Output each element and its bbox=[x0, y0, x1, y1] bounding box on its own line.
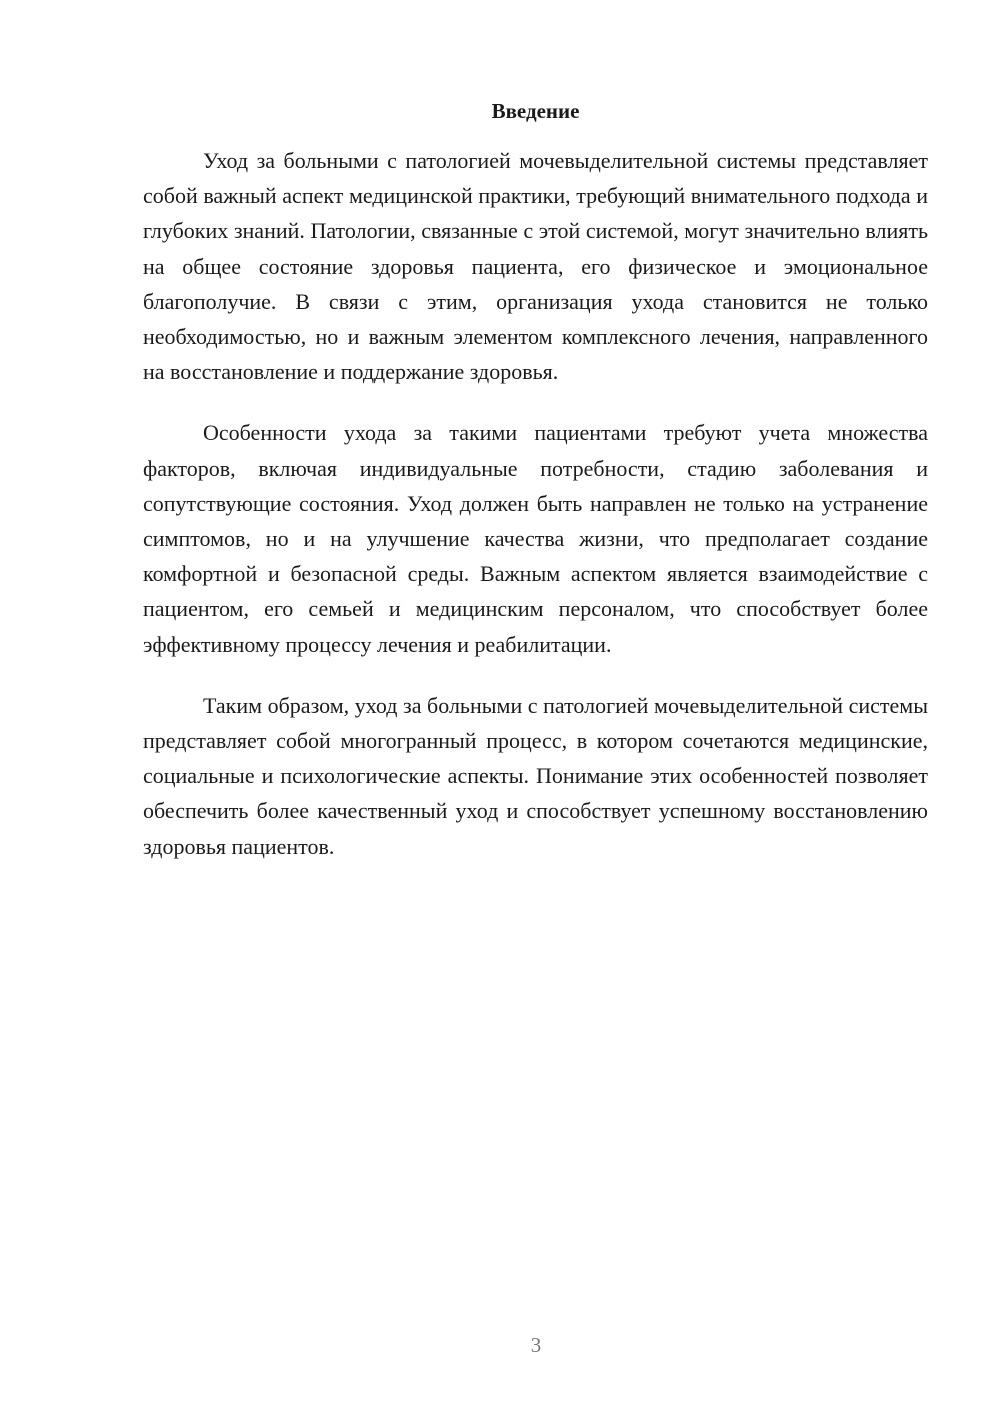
paragraph-2: Особенности ухода за такими пациентами требуют учета множества факторов, включая индивидуальные потребности, стадию заболевания и сопутствующие состояния. Уход должен быть направлен не только на устранение симптомов, но и на улучшение качества жизни, что предполагает создание комфортной и безопасной среды. Важным аспектом является взаимодействие с пациентом, его семьей и медицинским персоналом, что способствует более эффективному процессу лечения и реабилитации. bbox=[143, 420, 928, 657]
paragraph-3: Таким образом, уход за больными с патологией мочевыделительной системы представляет собой многогранный процесс, в котором сочетаются медицинские, социальные и психологические аспекты. Понимание этих особенностей позволяет обеспечить более качественный уход и способствует успешному восстановлению здоровья пациентов. bbox=[143, 692, 928, 859]
document-body bbox=[143, 143, 928, 890]
page-number: 3 bbox=[530, 1333, 542, 1357]
section-title: Введение bbox=[491, 99, 580, 123]
paragraph-1: Уход за больными с патологией мочевыделительной системы представляет собой важный аспект медицинской практики, требующий внимательного подхода и глубоких знаний. Патологии, связанные с этой системой, могут значительно влиять на общее состояние здоровья пациента, его физическое и эмоциональное благополучие. В связи с этим, организация ухода становится не только необходимостью, но и важным элементом комплексного лечения, направленного на восстановление и поддержание здоровья. bbox=[143, 148, 928, 385]
